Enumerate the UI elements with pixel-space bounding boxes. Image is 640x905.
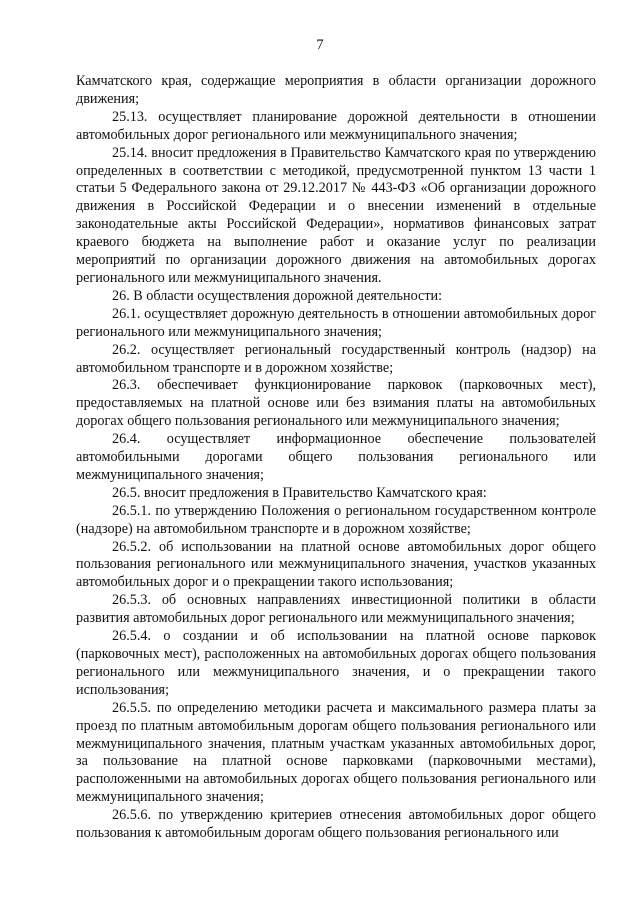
paragraph: 26.5.2. об использовании на платной основе автомобильных дорог общего пользования регионального или межмуниципального значения, участков указанных автомобильных дорог и о прекращении такого использования; bbox=[76, 538, 596, 591]
paragraph: 26.5.1. по утверждению Положения о региональном государственном контроле (надзоре) на автомобильном транспорте и в дорожном хозяйстве; bbox=[76, 502, 596, 537]
paragraph: 26.5. вносит предложения в Правительство Камчатского края: bbox=[112, 484, 487, 501]
paragraph: 26.3. обеспечивает функционирование парковок (парковочных мест), предоставляемых на платной основе или без взимания платы на автомобильных дорогах общего пользования регионального или межмуниципального значения; bbox=[76, 377, 596, 430]
page-number: 7 bbox=[316, 37, 324, 53]
document-body bbox=[76, 73, 596, 843]
paragraph: 25.13. осуществляет планирование дорожной деятельности в отношении автомобильных дорог регионального или межмуниципального значения; bbox=[76, 108, 596, 143]
paragraph: 26.5.4. о создании и об использовании на платной основе парковок (парковочных мест), расположенных на автомобильных дорогах общего пользования регионального или межмуниципального значения, и о прекращении такого использования; bbox=[76, 628, 596, 698]
paragraph: 26.5.6. по утверждению критериев отнесения автомобильных дорог общего пользования к автомобильным дорогам общего пользования регионального или bbox=[76, 807, 596, 842]
paragraph: Камчатского края, содержащие мероприятия в области организации дорожного движения; bbox=[76, 73, 596, 107]
paragraph: 26.2. осуществляет региональный государственный контроль (надзор) на автомобильном транспорте и в дорожном хозяйстве; bbox=[76, 341, 596, 376]
paragraph: 26.5.3. об основных направлениях инвестиционной политики в области развития автомобильных дорог регионального или межмуниципального значения; bbox=[76, 592, 596, 627]
paragraph: 26.5.5. по определению методики расчета и максимального размера платы за проезд по платным автомобильным дорогам общего пользования регионального или межмуниципального значения, платным участкам указанных автомобильных дорог, за пользование на платной основе парковками (парковочными местами), расположенными на автомобильных дорогах общего пользования регионального или межмуниципального значения; bbox=[76, 699, 596, 806]
paragraph: 26.4. осуществляет информационное обеспечение пользователей автомобильными дорогами общего пользования регионального или межмуниципального значения; bbox=[76, 431, 596, 483]
paragraph: 26.1. осуществляет дорожную деятельность в отношении автомобильных дорог регионального или межмуниципального значения; bbox=[76, 305, 596, 340]
paragraph: 25.14. вносит предложения в Правительство Камчатского края по утверждению определенных в соответствии с методикой, предусмотренной пунктом 13 части 1 статьи 5 Федерального закона от 29.12.2017 № 443-ФЗ «Об организации дорожного движения в Российской Федерации и о внесении изменений в отдельные законодательные акты Российской Федерации», нормативов финансовых затрат краевого бюджета на выполнение работ и оказание услуг по реализации мероприятий по организации дорожного движения на автомобильных дорогах регионального или межмуниципального значения. bbox=[76, 144, 596, 286]
paragraph: 26. В области осуществления дорожной деятельности: bbox=[112, 287, 443, 304]
